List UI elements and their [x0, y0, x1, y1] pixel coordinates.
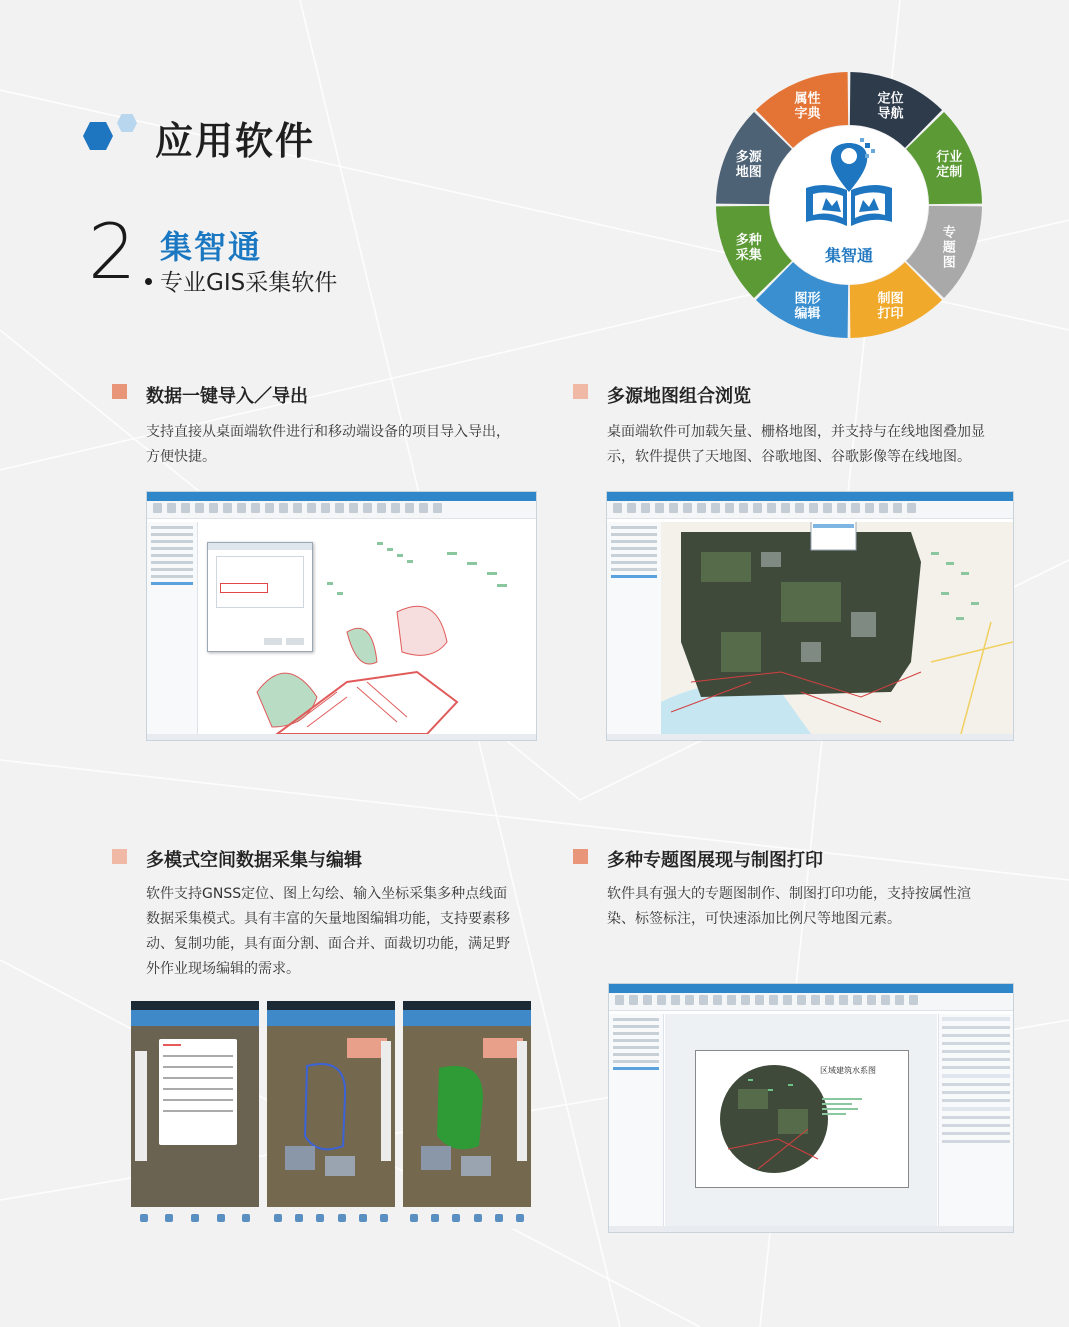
- product-subtitle: 专业GIS采集软件: [160, 270, 338, 296]
- export-dialog: [207, 542, 313, 652]
- wheel-segment-label: 属性字典: [794, 91, 821, 122]
- phone-screenshot-polygon: [403, 1001, 531, 1229]
- section-title: 应用软件: [155, 119, 316, 163]
- desc-line: 软件支持GNSS定位、图上勾绘、输入坐标采集多种点线面: [146, 886, 508, 902]
- desc-line: 桌面端软件可加载矢量、栅格地图，并支持与在线地图叠加显: [607, 424, 985, 440]
- hexagon-icon: [82, 121, 114, 151]
- bullet-dot: [145, 278, 152, 285]
- feature-title-collect-edit: 多模式空间数据采集与编辑: [146, 850, 362, 871]
- desc-line: 软件具有强大的专题图制作、制图打印功能，支持按属性渲: [607, 886, 971, 902]
- wheel-segment-label: 专题图: [942, 225, 956, 271]
- wheel-segment-label: 图形编辑: [794, 291, 821, 322]
- screenshot-import-export: [146, 491, 537, 741]
- feature-title-import-export: 数据一键导入／导出: [146, 386, 308, 407]
- desc-line: 支持直接从桌面端软件进行和移动端设备的项目导入导出，: [146, 424, 510, 440]
- desc-line: 外作业现场编辑的需求。: [146, 961, 300, 977]
- desc-line: 数据采集模式。具有丰富的矢量地图编辑功能，支持要素移: [146, 911, 510, 927]
- wheel-segment-label: 定位导航: [877, 91, 904, 122]
- section-number: 2: [88, 207, 137, 296]
- collect-type-dialog: [159, 1039, 237, 1145]
- feature-wheel: [714, 70, 984, 340]
- bullet-square: [112, 384, 127, 399]
- properties-panel: [938, 1014, 1013, 1226]
- screenshot-print-layout: [608, 983, 1014, 1233]
- wheel-center-label: 集智通: [824, 246, 874, 265]
- imagery-map: [661, 522, 1013, 734]
- feature-desc-collect-edit: [146, 882, 546, 982]
- circular-map: [718, 1059, 838, 1179]
- print-page: [695, 1050, 909, 1188]
- phone-screenshot-attribute: [131, 1001, 259, 1229]
- screenshot-multisource-map: [606, 491, 1014, 741]
- highlight-box: [220, 583, 268, 593]
- feature-desc-import-export: [146, 420, 546, 470]
- hexagon-light-icon: [116, 113, 138, 133]
- wheel-segment-label: 制图打印: [877, 291, 904, 322]
- feature-desc-thematic-print: [607, 882, 1027, 932]
- feature-title-multisource: 多源地图组合浏览: [607, 386, 751, 407]
- polygon-map: [403, 1026, 531, 1206]
- print-map-title: 区域建筑水系图: [820, 1066, 876, 1075]
- bullet-square: [573, 849, 588, 864]
- product-name: 集智通: [160, 228, 263, 266]
- desc-line: 染、标签标注，可快速添加比例尺等地图元素。: [607, 911, 901, 927]
- wheel-segment-label: 多种采集: [735, 233, 762, 264]
- wheel-segment-label: 多源地图: [735, 149, 762, 180]
- feature-desc-multisource: [607, 420, 1027, 470]
- feature-title-thematic-print: 多种专题图展现与制图打印: [607, 850, 823, 871]
- bullet-square: [112, 849, 127, 864]
- phone-screenshot-sketch: [267, 1001, 395, 1229]
- bullet-square: [573, 384, 588, 399]
- desc-line: 示，软件提供了天地图、谷歌地图、谷歌影像等在线地图。: [607, 449, 971, 465]
- sketch-map: [267, 1026, 395, 1206]
- desc-line: 方便快捷。: [146, 449, 216, 465]
- desc-line: 动、复制功能，具有面分割、面合并、面裁切功能，满足野: [146, 936, 510, 952]
- wheel-segment-label: 行业定制: [936, 149, 963, 180]
